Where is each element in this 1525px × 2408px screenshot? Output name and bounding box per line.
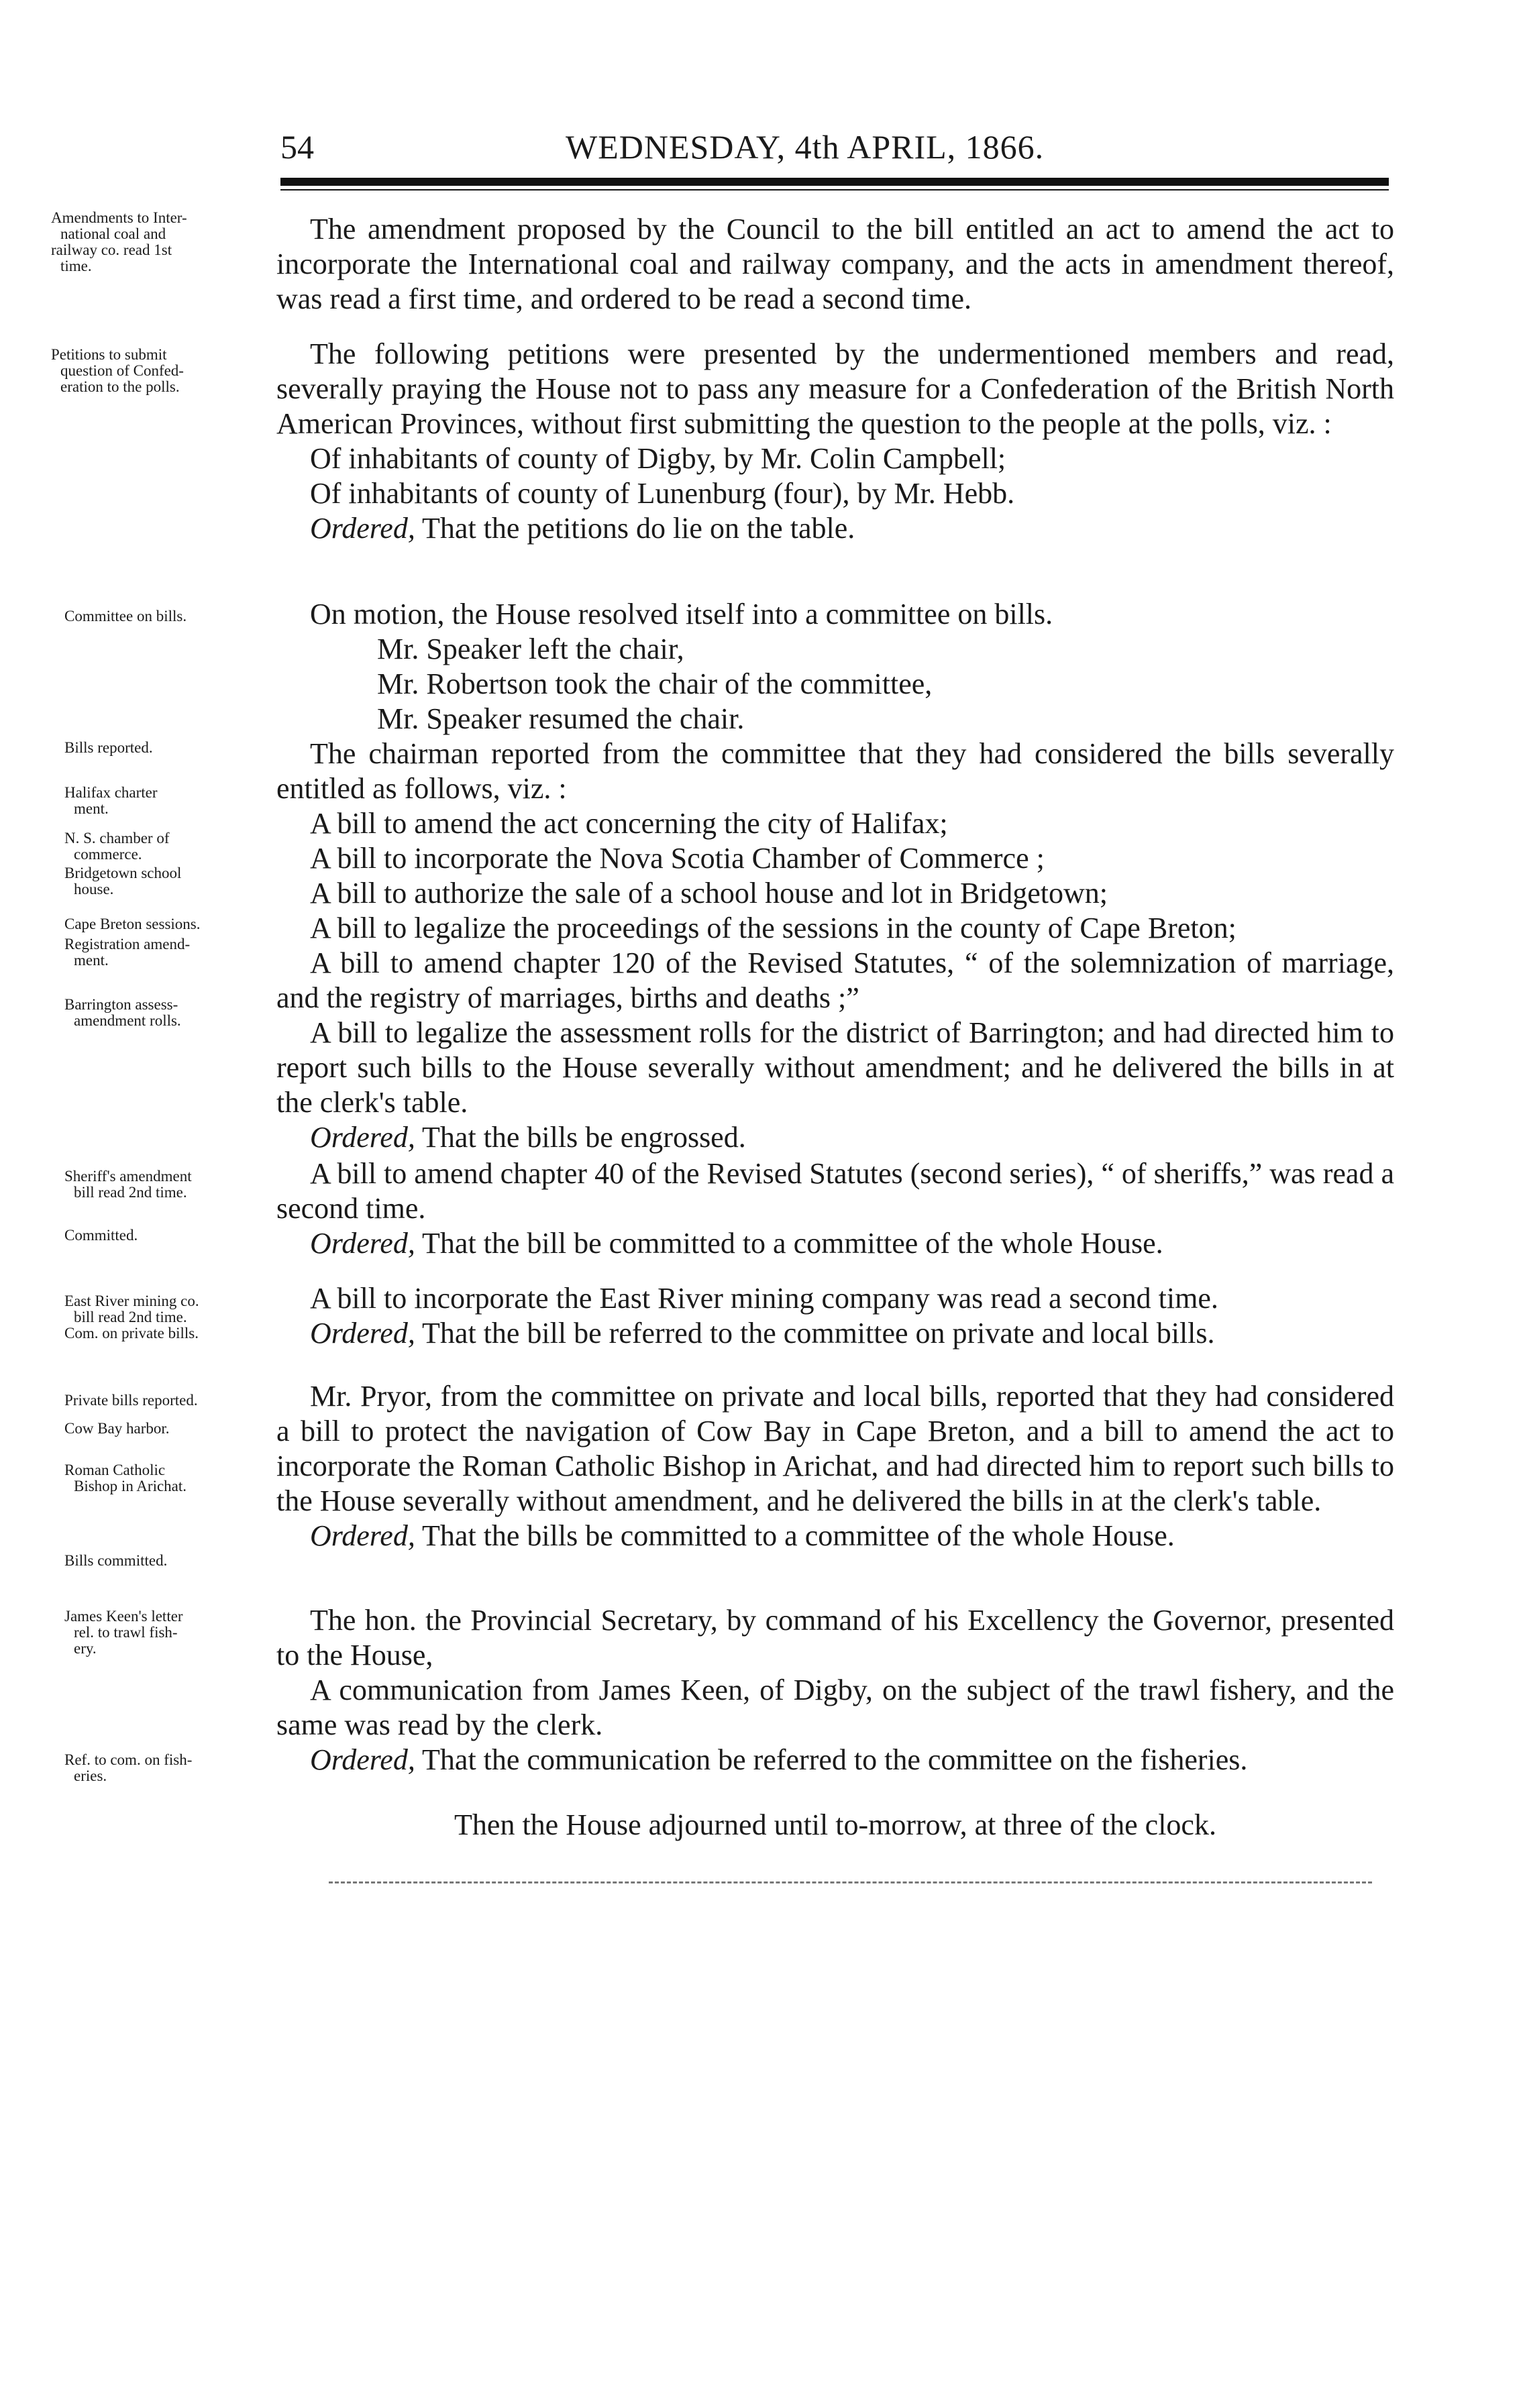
sidenote-line: commerce. xyxy=(74,846,142,863)
paragraph-text: On motion, the House resolved itself into a committee on bills. xyxy=(310,598,1053,631)
east-river-section xyxy=(276,1281,1394,1351)
paragraph-text: The chairman reported from the committee that they had considered the bills severally entitled as follows, viz. : xyxy=(276,737,1394,805)
sidenote-line: Barrington assess- xyxy=(64,996,178,1013)
sidenote-line: ery. xyxy=(74,1640,97,1657)
sidenote-roman-catholic xyxy=(64,1462,187,1494)
sidenote-cow-bay: Cow Bay harbor. xyxy=(64,1420,170,1437)
sidenote-line: N. S. chamber of xyxy=(64,830,170,846)
adjournment-line: Then the House adjourned until to-morrow, at three of the clock. xyxy=(454,1808,1216,1841)
sidenote-committed: Committed. xyxy=(64,1227,138,1244)
paragraph-text: Mr. Pryor, from the committee on private and local bills, reported that they had considered a bill to protect the navigation of Cow Bay in Cape Breton, and a bill to amend the act to incorporate the Roman Catholic Bishop in Arichat, and had directed him to report such bills to the House severally without amendment, and he delivered the bills in at the clerk's table. xyxy=(276,1380,1394,1517)
ordered-line xyxy=(276,511,1394,546)
sidenote-cape-breton: Cape Breton sessions. xyxy=(64,916,201,932)
paragraph-text: Mr. Speaker left the chair, xyxy=(377,633,684,665)
ordered-line xyxy=(276,1226,1394,1261)
bill-entry: A bill to amend chapter 120 of the Revised Statutes, “ of the solemnization of marriage, and the registry of marriages, births and deaths ;” xyxy=(276,946,1394,1014)
bill-entry: A bill to amend the act concerning the city of Halifax; xyxy=(310,807,948,840)
sidenote-line: Roman Catholic xyxy=(64,1462,166,1478)
paragraph-text: The following petitions were presented by the undermentioned members and read, severally praying the House not to pass any measure for a Confederation of the British North American Provinces, without first submitting the question to the people at the polls, viz. : xyxy=(276,337,1394,440)
closing-rule xyxy=(329,1881,1372,1883)
ordered-text: That the petitions do lie on the table. xyxy=(422,512,855,545)
sidenote-line: railway co. read 1st xyxy=(51,241,172,258)
petition-entry: Of inhabitants of county of Lunenburg (four), by Mr. Hebb. xyxy=(310,477,1015,510)
pryor-section xyxy=(276,1379,1394,1553)
sidenote-line: James Keen's letter xyxy=(64,1608,183,1625)
sidenote-line: Registration amend- xyxy=(64,936,191,952)
sidenote-bridgetown xyxy=(64,865,181,897)
sidenote-line: Bridgetown school xyxy=(64,865,182,881)
page-date-heading: WEDNESDAY, 4th APRIL, 1866. xyxy=(566,128,1045,166)
sidenote-line: national coal and xyxy=(60,225,166,242)
ordered-line xyxy=(276,1519,1394,1553)
sidenote-ref-fisheries xyxy=(64,1752,192,1784)
sidenote-registration xyxy=(64,936,190,969)
petition-entry: Of inhabitants of county of Digby, by Mr. Colin Campbell; xyxy=(310,442,1006,475)
ordered-text: That the communication be referred to the committee on the fisheries. xyxy=(422,1743,1248,1776)
paragraph-text: A bill to amend chapter 40 of the Revised Statutes (second series), “ of sheriffs,” was read a second time. xyxy=(276,1157,1394,1225)
paragraph-text: The amendment proposed by the Council to the bill entitled an act to amend the act to incorporate the International coal and railway company, and the acts in amendment thereof, was read a first time, and ordered to be read a second time. xyxy=(276,213,1394,315)
bill-entry: A bill to legalize the assessment rolls for the district of Barrington; and had directed him to report such bills to the House severally without amendment; and he delivered the bills in at the clerk's table. xyxy=(276,1016,1394,1119)
sidenote-line: eries. xyxy=(74,1767,107,1784)
sheriffs-section xyxy=(276,1156,1394,1261)
sidenote-line: eration to the polls. xyxy=(60,378,180,395)
sidenote-line: ment. xyxy=(74,800,109,817)
sidenote-east-river xyxy=(64,1293,199,1342)
ordered-label: Ordered, xyxy=(310,1743,415,1776)
ordered-label: Ordered, xyxy=(310,1519,415,1552)
sidenote-line: Bishop in Arichat. xyxy=(74,1478,187,1494)
secretary-section xyxy=(276,1603,1394,1777)
sidenote-ns-chamber xyxy=(64,830,170,863)
sidenote-line: Petitions to submit xyxy=(51,346,167,363)
sidenote-line: Sheriff's amendment xyxy=(64,1168,192,1185)
sidenote-line: time. xyxy=(60,258,92,274)
sidenote-line: bill read 2nd time. xyxy=(74,1184,187,1201)
ordered-text: That the bills be engrossed. xyxy=(422,1121,746,1154)
sidenote-line: house. xyxy=(74,881,114,897)
sidenote-sheriffs xyxy=(64,1168,192,1201)
sidenote-line: ment. xyxy=(74,952,109,969)
sidenote-line: rel. to trawl fish- xyxy=(74,1624,178,1641)
amendment-paragraph xyxy=(276,212,1394,317)
sidenote-bills-committed: Bills committed. xyxy=(64,1552,168,1569)
paragraph-text: Mr. Robertson took the chair of the committee, xyxy=(377,667,933,700)
bill-entry: A bill to authorize the sale of a school house and lot in Bridgetown; xyxy=(310,877,1108,910)
paragraph-text: Mr. Speaker resumed the chair. xyxy=(377,702,745,735)
paragraph-text: The hon. the Provincial Secretary, by command of his Excellency the Governor, presented to the House, xyxy=(276,1604,1394,1672)
ordered-text: That the bills be committed to a committee of the whole House. xyxy=(422,1519,1175,1552)
ordered-label: Ordered, xyxy=(310,1121,415,1154)
sidenote-bills-reported: Bills reported. xyxy=(64,739,153,756)
ordered-label: Ordered, xyxy=(310,1317,415,1350)
ordered-line xyxy=(276,1316,1394,1351)
sidenote-line: East River mining co. xyxy=(64,1293,199,1309)
paragraph-text: A bill to incorporate the East River mining company was read a second time. xyxy=(310,1282,1218,1315)
sidenote-line: bill read 2nd time. xyxy=(74,1309,187,1325)
header-rule-thin xyxy=(280,189,1389,190)
ordered-text: That the bill be committed to a committee of the whole House. xyxy=(422,1227,1163,1260)
sidenote-barrington xyxy=(64,997,181,1029)
sidenote-line: Ref. to com. on fish- xyxy=(64,1751,193,1768)
petitions-section xyxy=(276,337,1394,546)
paragraph-text: A communication from James Keen, of Digby, on the subject of the trawl fishery, and the same was read by the clerk. xyxy=(276,1674,1394,1741)
sidenote-line: Com. on private bills. xyxy=(64,1325,199,1342)
sidenote-private-bills: Private bills reported. xyxy=(64,1392,198,1409)
sidenote-james-keen xyxy=(64,1608,183,1657)
sidenote-amendments xyxy=(51,210,187,274)
sidenote-halifax xyxy=(64,785,158,817)
ordered-text: That the bill be referred to the committee on private and local bills. xyxy=(422,1317,1215,1350)
page-number: 54 xyxy=(280,128,314,166)
sidenote-committee-on-bills: Committee on bills. xyxy=(64,608,187,624)
bill-entry: A bill to legalize the proceedings of the sessions in the county of Cape Breton; xyxy=(310,912,1237,944)
sidenote-line: Amendments to Inter- xyxy=(51,209,187,226)
ordered-line xyxy=(276,1743,1394,1777)
sidenote-line: amendment rolls. xyxy=(74,1012,181,1029)
ordered-label: Ordered, xyxy=(310,512,415,545)
sidenote-petitions xyxy=(51,347,184,395)
bill-entry: A bill to incorporate the Nova Scotia Chamber of Commerce ; xyxy=(310,842,1045,875)
ordered-line xyxy=(276,1120,1394,1155)
sidenote-line: question of Confed- xyxy=(60,362,184,379)
committee-section xyxy=(276,597,1394,1155)
sidenote-line: Halifax charter xyxy=(64,784,158,801)
header-rule-thick xyxy=(280,178,1389,186)
ordered-label: Ordered, xyxy=(310,1227,415,1260)
